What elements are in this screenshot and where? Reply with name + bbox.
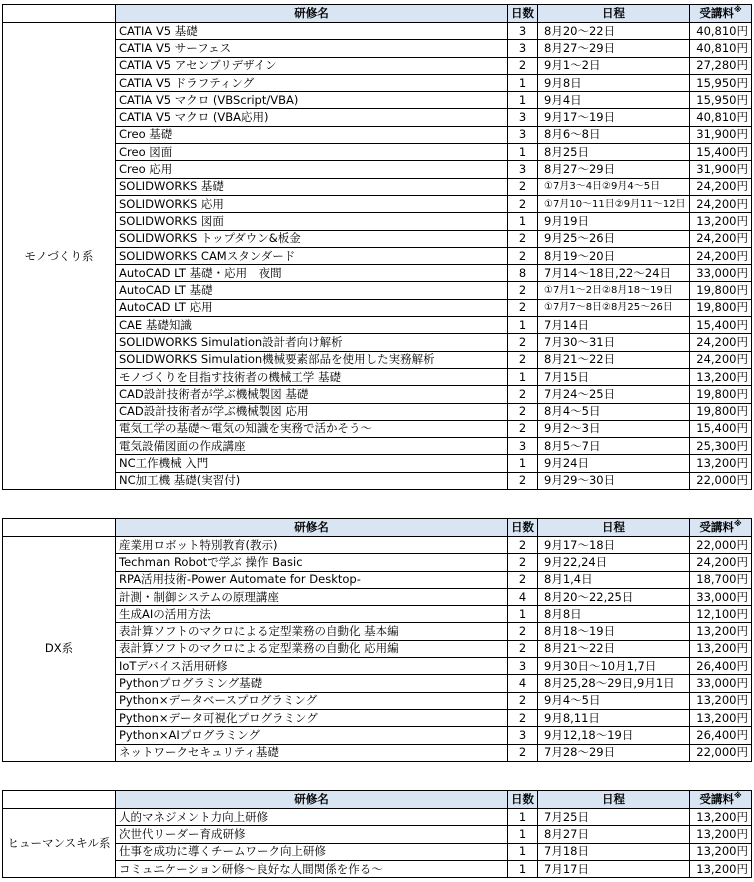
course-fee: 15,400円 [690,317,752,334]
header-schedule: 日程 [538,519,690,537]
table-row [3,658,752,675]
course-days: 2 [508,334,538,351]
course-schedule: 8月8日 [538,606,690,623]
course-name: 計測・制御システムの原理講座 [116,588,508,605]
course-days: 3 [508,727,538,744]
course-schedule: 8月20～22,25日 [538,588,690,605]
table-row [3,606,752,623]
table-body [3,809,752,878]
course-days: 2 [508,744,538,761]
course-name: 表計算ソフトのマクロによる定型業務の自動化 応用編 [116,640,508,657]
table-row [3,161,752,178]
course-days: 3 [508,161,538,178]
course-name: NC工作機械 入門 [116,455,508,472]
course-name: NC加工機 基礎(実習付) [116,472,508,489]
course-schedule: 8月27～29日 [538,161,690,178]
course-name: RPA活用技術-Power Automate for Desktop- [116,571,508,588]
table-row [3,299,752,316]
course-name: ネットワークセキュリティ基礎 [116,744,508,761]
course-schedule: 7月14日 [538,317,690,334]
course-days: 1 [508,826,538,843]
table-row [3,571,752,588]
course-fee: 13,200円 [690,826,752,843]
course-days: 2 [508,692,538,709]
table-header-row [3,5,752,23]
course-schedule: 8月20～22日 [538,23,690,40]
table-row [3,554,752,571]
course-name: SOLIDWORKS CAMスタンダード [116,247,508,264]
course-name: SOLIDWORKS トップダウン&板金 [116,230,508,247]
course-schedule: 9月4日 [538,92,690,109]
course-fee: 13,200円 [690,455,752,472]
course-schedule: 8月18～19日 [538,623,690,640]
course-fee: 19,800円 [690,299,752,316]
course-schedule: 8月21～22日 [538,640,690,657]
course-schedule: 7月24～25日 [538,386,690,403]
course-days: 2 [508,571,538,588]
course-schedule: ①7月7～8日②8月25～26日 [538,299,690,316]
course-days: 3 [508,40,538,57]
table-row [3,744,752,761]
course-fee: 13,200円 [690,809,752,826]
header-fee-label: 受講料 [699,520,734,534]
course-fee: 24,200円 [690,554,752,571]
table-row [3,74,752,91]
course-name: 次世代リーダー育成研修 [116,826,508,843]
course-fee: 13,200円 [690,640,752,657]
course-fee: 33,000円 [690,265,752,282]
table-body [3,537,752,762]
course-schedule: 9月12,18～19日 [538,727,690,744]
course-schedule: 8月19～20日 [538,247,690,264]
table-row [3,265,752,282]
course-fee: 24,200円 [690,230,752,247]
course-fee: 19,800円 [690,403,752,420]
table-row [3,368,752,385]
table-row [3,57,752,74]
course-name: モノづくりを目指す技術者の機械工学 基礎 [116,368,508,385]
header-course: 研修名 [116,5,508,23]
table-row [3,727,752,744]
course-days: 1 [508,368,538,385]
course-days: 1 [508,606,538,623]
table-row [3,213,752,230]
course-fee: 33,000円 [690,588,752,605]
course-fee: 22,000円 [690,537,752,554]
course-days: 1 [508,843,538,860]
course-name: Techman Robotで学ぶ 操作 Basic [116,554,508,571]
header-course: 研修名 [116,519,508,537]
course-schedule: 7月15日 [538,368,690,385]
course-days: 2 [508,282,538,299]
course-fee: 25,300円 [690,438,752,455]
table-row [3,675,752,692]
header-fee-label: 受講料 [699,6,734,20]
table-row [3,472,752,489]
table-row [3,351,752,368]
header-days: 日数 [508,5,538,23]
course-name: IoTデバイス活用研修 [116,658,508,675]
course-schedule: 8月4～5日 [538,403,690,420]
course-name: AutoCAD LT 基礎・応用 夜間 [116,265,508,282]
course-name: 表計算ソフトのマクロによる定型業務の自動化 基本編 [116,623,508,640]
course-days: 4 [508,675,538,692]
course-name: CATIA V5 マクロ (VBScript/VBA) [116,92,508,109]
course-fee: 33,000円 [690,675,752,692]
course-days: 2 [508,709,538,726]
course-days: 1 [508,455,538,472]
course-fee: 24,200円 [690,195,752,212]
course-fee: 13,200円 [690,692,752,709]
header-fee-mark: ※ [733,791,742,801]
course-days: 2 [508,195,538,212]
header-schedule: 日程 [538,791,690,809]
course-fee: 40,810円 [690,40,752,57]
table-row [3,334,752,351]
course-days: 2 [508,230,538,247]
table-row [3,195,752,212]
course-fee: 13,200円 [690,860,752,877]
course-name: SOLIDWORKS 図面 [116,213,508,230]
header-blank-cell [3,791,116,809]
course-schedule: 8月1,4日 [538,571,690,588]
header-blank-cell [3,5,116,23]
table-row [3,623,752,640]
course-days: 1 [508,317,538,334]
header-fee [690,519,752,537]
table-row [3,23,752,40]
course-days: 2 [508,554,538,571]
course-fee: 40,810円 [690,109,752,126]
course-name: 生成AIの活用方法 [116,606,508,623]
table-row [3,455,752,472]
table-row [3,438,752,455]
course-days: 1 [508,860,538,877]
course-name: 電気設備図面の作成講座 [116,438,508,455]
course-schedule: 9月8,11日 [538,709,690,726]
course-name: Creo 基礎 [116,126,508,143]
table-row [3,282,752,299]
table-row [3,403,752,420]
course-days: 1 [508,74,538,91]
course-days: 3 [508,658,538,675]
course-name: CAD設計技術者が学ぶ機械製図 基礎 [116,386,508,403]
course-fee: 22,000円 [690,472,752,489]
category-cell: モノづくり系 [3,23,116,490]
course-fee: 24,200円 [690,351,752,368]
course-name: CATIA V5 マクロ (VBA応用) [116,109,508,126]
header-blank-cell [3,519,116,537]
table-row [3,144,752,161]
course-fee: 27,280円 [690,57,752,74]
human-skill-course-table [2,790,752,878]
course-name: CATIA V5 ドラフティング [116,74,508,91]
course-schedule: 7月14～18日,22～24日 [538,265,690,282]
course-days: 2 [508,420,538,437]
course-name: AutoCAD LT 応用 [116,299,508,316]
course-days: 2 [508,57,538,74]
dx-course-table [2,518,752,762]
course-fee: 24,200円 [690,334,752,351]
header-fee-mark: ※ [733,519,742,529]
table-row [3,843,752,860]
course-name: SOLIDWORKS Simulation設計者向け解析 [116,334,508,351]
table-row [3,386,752,403]
course-name: Creo 図面 [116,144,508,161]
manufacturing-course-table [2,4,752,490]
header-course: 研修名 [116,791,508,809]
course-name: CATIA V5 アセンブリデザイン [116,57,508,74]
course-fee: 26,400円 [690,727,752,744]
course-name: Pythonプログラミング基礎 [116,675,508,692]
course-name: CAD設計技術者が学ぶ機械製図 応用 [116,403,508,420]
course-fee: 22,000円 [690,744,752,761]
course-schedule: 7月28～29日 [538,744,690,761]
category-cell: ヒューマンスキル系 [3,809,116,878]
course-fee: 13,200円 [690,213,752,230]
course-name: CAE 基礎知識 [116,317,508,334]
course-schedule: 8月27～29日 [538,40,690,57]
course-name: CATIA V5 基礎 [116,23,508,40]
table-header-row [3,519,752,537]
course-fee: 15,950円 [690,74,752,91]
course-fee: 24,200円 [690,178,752,195]
course-days: 2 [508,623,538,640]
course-days: 3 [508,438,538,455]
course-days: 1 [508,92,538,109]
course-schedule: 9月29～30日 [538,472,690,489]
course-name: AutoCAD LT 基礎 [116,282,508,299]
header-days: 日数 [508,791,538,809]
course-days: 2 [508,247,538,264]
course-fee: 40,810円 [690,23,752,40]
course-days: 4 [508,588,538,605]
header-fee [690,791,752,809]
category-cell: DX系 [3,537,116,762]
table-row [3,40,752,57]
course-schedule: 7月17日 [538,860,690,877]
header-fee-label: 受講料 [699,792,734,806]
course-name: 仕事を成功に導くチームワーク向上研修 [116,843,508,860]
table-row [3,640,752,657]
course-schedule: ①7月10～11日②9月11～12日 [538,195,690,212]
course-name: SOLIDWORKS Simulation機械要素部品を使用した実務解析 [116,351,508,368]
course-schedule: 8月21～22日 [538,351,690,368]
table-row [3,709,752,726]
table-row [3,126,752,143]
table-row [3,588,752,605]
course-schedule: 8月25日 [538,144,690,161]
course-schedule: 9月1～2日 [538,57,690,74]
course-days: 2 [508,640,538,657]
course-fee: 15,400円 [690,144,752,161]
course-fee: 24,200円 [690,247,752,264]
course-fee: 31,900円 [690,161,752,178]
course-fee: 12,100円 [690,606,752,623]
course-days: 2 [508,178,538,195]
course-schedule: ①7月3～4日②9月4～5日 [538,178,690,195]
course-schedule: ①7月1～2日②8月18～19日 [538,282,690,299]
table-header-row [3,791,752,809]
course-name: CATIA V5 サーフェス [116,40,508,57]
table-row [3,537,752,554]
course-schedule: 9月19日 [538,213,690,230]
course-schedule: 8月25,28～29日,9月1日 [538,675,690,692]
course-schedule: 9月30日～10月1,7日 [538,658,690,675]
table-row [3,178,752,195]
course-days: 2 [508,537,538,554]
course-fee: 26,400円 [690,658,752,675]
course-fee: 13,200円 [690,843,752,860]
course-days: 8 [508,265,538,282]
table-row [3,109,752,126]
course-name: Creo 応用 [116,161,508,178]
course-schedule: 7月18日 [538,843,690,860]
header-schedule: 日程 [538,5,690,23]
course-days: 3 [508,126,538,143]
course-fee: 18,700円 [690,571,752,588]
table-row [3,692,752,709]
table-row [3,826,752,843]
course-fee: 15,400円 [690,420,752,437]
table-row [3,860,752,877]
course-name: 電気工学の基礎～電気の知識を実務で活かそう～ [116,420,508,437]
table-row [3,809,752,826]
course-days: 1 [508,213,538,230]
course-name: Python×データ可視化プログラミング [116,709,508,726]
course-name: 人的マネジメント力向上研修 [116,809,508,826]
course-name: 産業用ロボット特別教育(教示) [116,537,508,554]
header-fee [690,5,752,23]
header-fee-mark: ※ [733,5,742,15]
course-days: 3 [508,109,538,126]
header-days: 日数 [508,519,538,537]
course-name: SOLIDWORKS 応用 [116,195,508,212]
course-name: SOLIDWORKS 基礎 [116,178,508,195]
course-schedule: 7月30～31日 [538,334,690,351]
table-row [3,420,752,437]
table-body [3,23,752,490]
course-fee: 13,200円 [690,709,752,726]
course-schedule: 9月2～3日 [538,420,690,437]
course-fee: 31,900円 [690,126,752,143]
course-days: 3 [508,23,538,40]
course-schedule: 8月27日 [538,826,690,843]
table-row [3,317,752,334]
course-name: コミュニケーション研修～良好な人間関係を作る～ [116,860,508,877]
course-days: 2 [508,386,538,403]
course-days: 2 [508,299,538,316]
course-fee: 19,800円 [690,386,752,403]
table-row [3,230,752,247]
course-days: 1 [508,144,538,161]
course-schedule: 8月5～7日 [538,438,690,455]
course-fee: 13,200円 [690,368,752,385]
course-days: 1 [508,809,538,826]
course-name: Python×データベースプログラミング [116,692,508,709]
course-schedule: 9月4～5日 [538,692,690,709]
course-schedule: 9月25～26日 [538,230,690,247]
course-fee: 15,950円 [690,92,752,109]
course-name: Python×AIプログラミング [116,727,508,744]
table-row [3,92,752,109]
table-row [3,247,752,264]
course-days: 2 [508,351,538,368]
course-schedule: 9月8日 [538,74,690,91]
course-schedule: 9月22,24日 [538,554,690,571]
course-days: 2 [508,472,538,489]
course-schedule: 8月6～8日 [538,126,690,143]
course-fee: 13,200円 [690,623,752,640]
course-schedule: 9月17～19日 [538,109,690,126]
course-schedule: 9月24日 [538,455,690,472]
course-fee: 19,800円 [690,282,752,299]
course-schedule: 7月25日 [538,809,690,826]
course-days: 2 [508,403,538,420]
course-schedule: 9月17～18日 [538,537,690,554]
